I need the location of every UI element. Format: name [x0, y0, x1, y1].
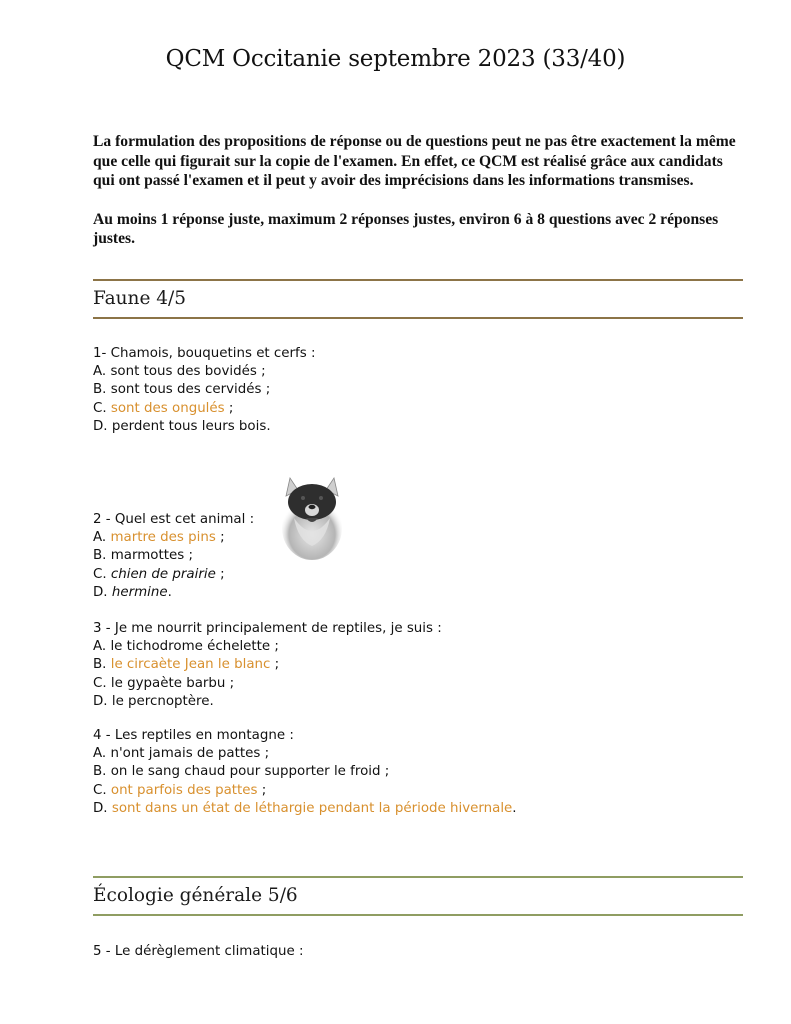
option-a: A. n'ont jamais de pattes ;	[93, 746, 270, 762]
intro-paragraph-disclaimer: La formulation des propositions de réponse ou de questions peut ne pas être exactement la même que celle qui figurait sur la copie de l'examen. En effet, ce QCM est réalisé grâce aux candidats qui ont passé l'examen et il peut y avoir des imprécisions dans les informations transmises.	[93, 133, 736, 189]
question-prompt: 4 - Les reptiles en montagne :	[93, 728, 294, 743]
page-title: QCM Occitanie septembre 2023 (33/40)	[165, 46, 626, 72]
section-divider-bottom	[93, 317, 743, 319]
option-a: A. sont tous des bovidés ;	[93, 364, 266, 380]
option-c: C. le gypaète barbu ;	[93, 675, 235, 691]
section-divider-bottom	[93, 914, 743, 916]
option-d: D. hermine.	[93, 584, 172, 600]
section-divider-top	[93, 876, 743, 878]
question-3	[93, 620, 442, 711]
question-prompt: 5 - Le dérèglement climatique :	[93, 944, 304, 959]
option-a: A. le tichodrome échelette ;	[93, 639, 279, 655]
intro-paragraph-rules: Au moins 1 réponse juste, maximum 2 réponses justes, environ 6 à 8 questions avec 2 réponses justes.	[93, 210, 719, 247]
option-b: B. on le sang chaud pour supporter le froid ;	[93, 764, 390, 780]
question-prompt: 3 - Je me nourrit principalement de reptiles, je suis :	[93, 621, 442, 636]
option-c: C. chien de prairie ;	[93, 566, 225, 582]
option-d: D. sont dans un état de léthargie pendant la période hivernale.	[93, 800, 517, 816]
correct-answer: martre des pins	[110, 530, 216, 546]
section-title-faune: Faune 4/5	[93, 288, 187, 309]
option-b: B. sont tous des cervidés ;	[93, 382, 271, 398]
option-b: B. marmottes ;	[93, 548, 193, 564]
question-1	[93, 345, 316, 436]
question-2	[93, 511, 254, 602]
section-title-ecologie: Écologie générale 5/6	[93, 885, 298, 906]
question-5	[93, 943, 304, 961]
pine-marten-image	[276, 466, 348, 562]
option-c: C. sont des ongulés ;	[93, 400, 234, 416]
section-divider-top	[93, 279, 743, 281]
intro-notice	[93, 132, 743, 268]
option-c: C. ont parfois des pattes ;	[93, 782, 267, 798]
option-a: A. martre des pins ;	[93, 530, 225, 546]
question-4	[93, 727, 517, 818]
correct-answer: sont dans un état de léthargie pendant la période hivernale	[111, 800, 513, 816]
correct-answer: ont parfois des pattes	[110, 782, 258, 798]
question-prompt: 1- Chamois, bouquetins et cerfs :	[93, 346, 316, 361]
option-d: D. perdent tous leurs bois.	[93, 418, 271, 434]
question-prompt: 2 - Quel est cet animal :	[93, 512, 255, 527]
correct-answer: le circaète Jean le blanc	[110, 657, 271, 673]
option-d: D. le percnoptère.	[93, 693, 214, 709]
option-b: B. le circaète Jean le blanc ;	[93, 657, 280, 673]
correct-answer: sont des ongulés	[110, 400, 225, 416]
